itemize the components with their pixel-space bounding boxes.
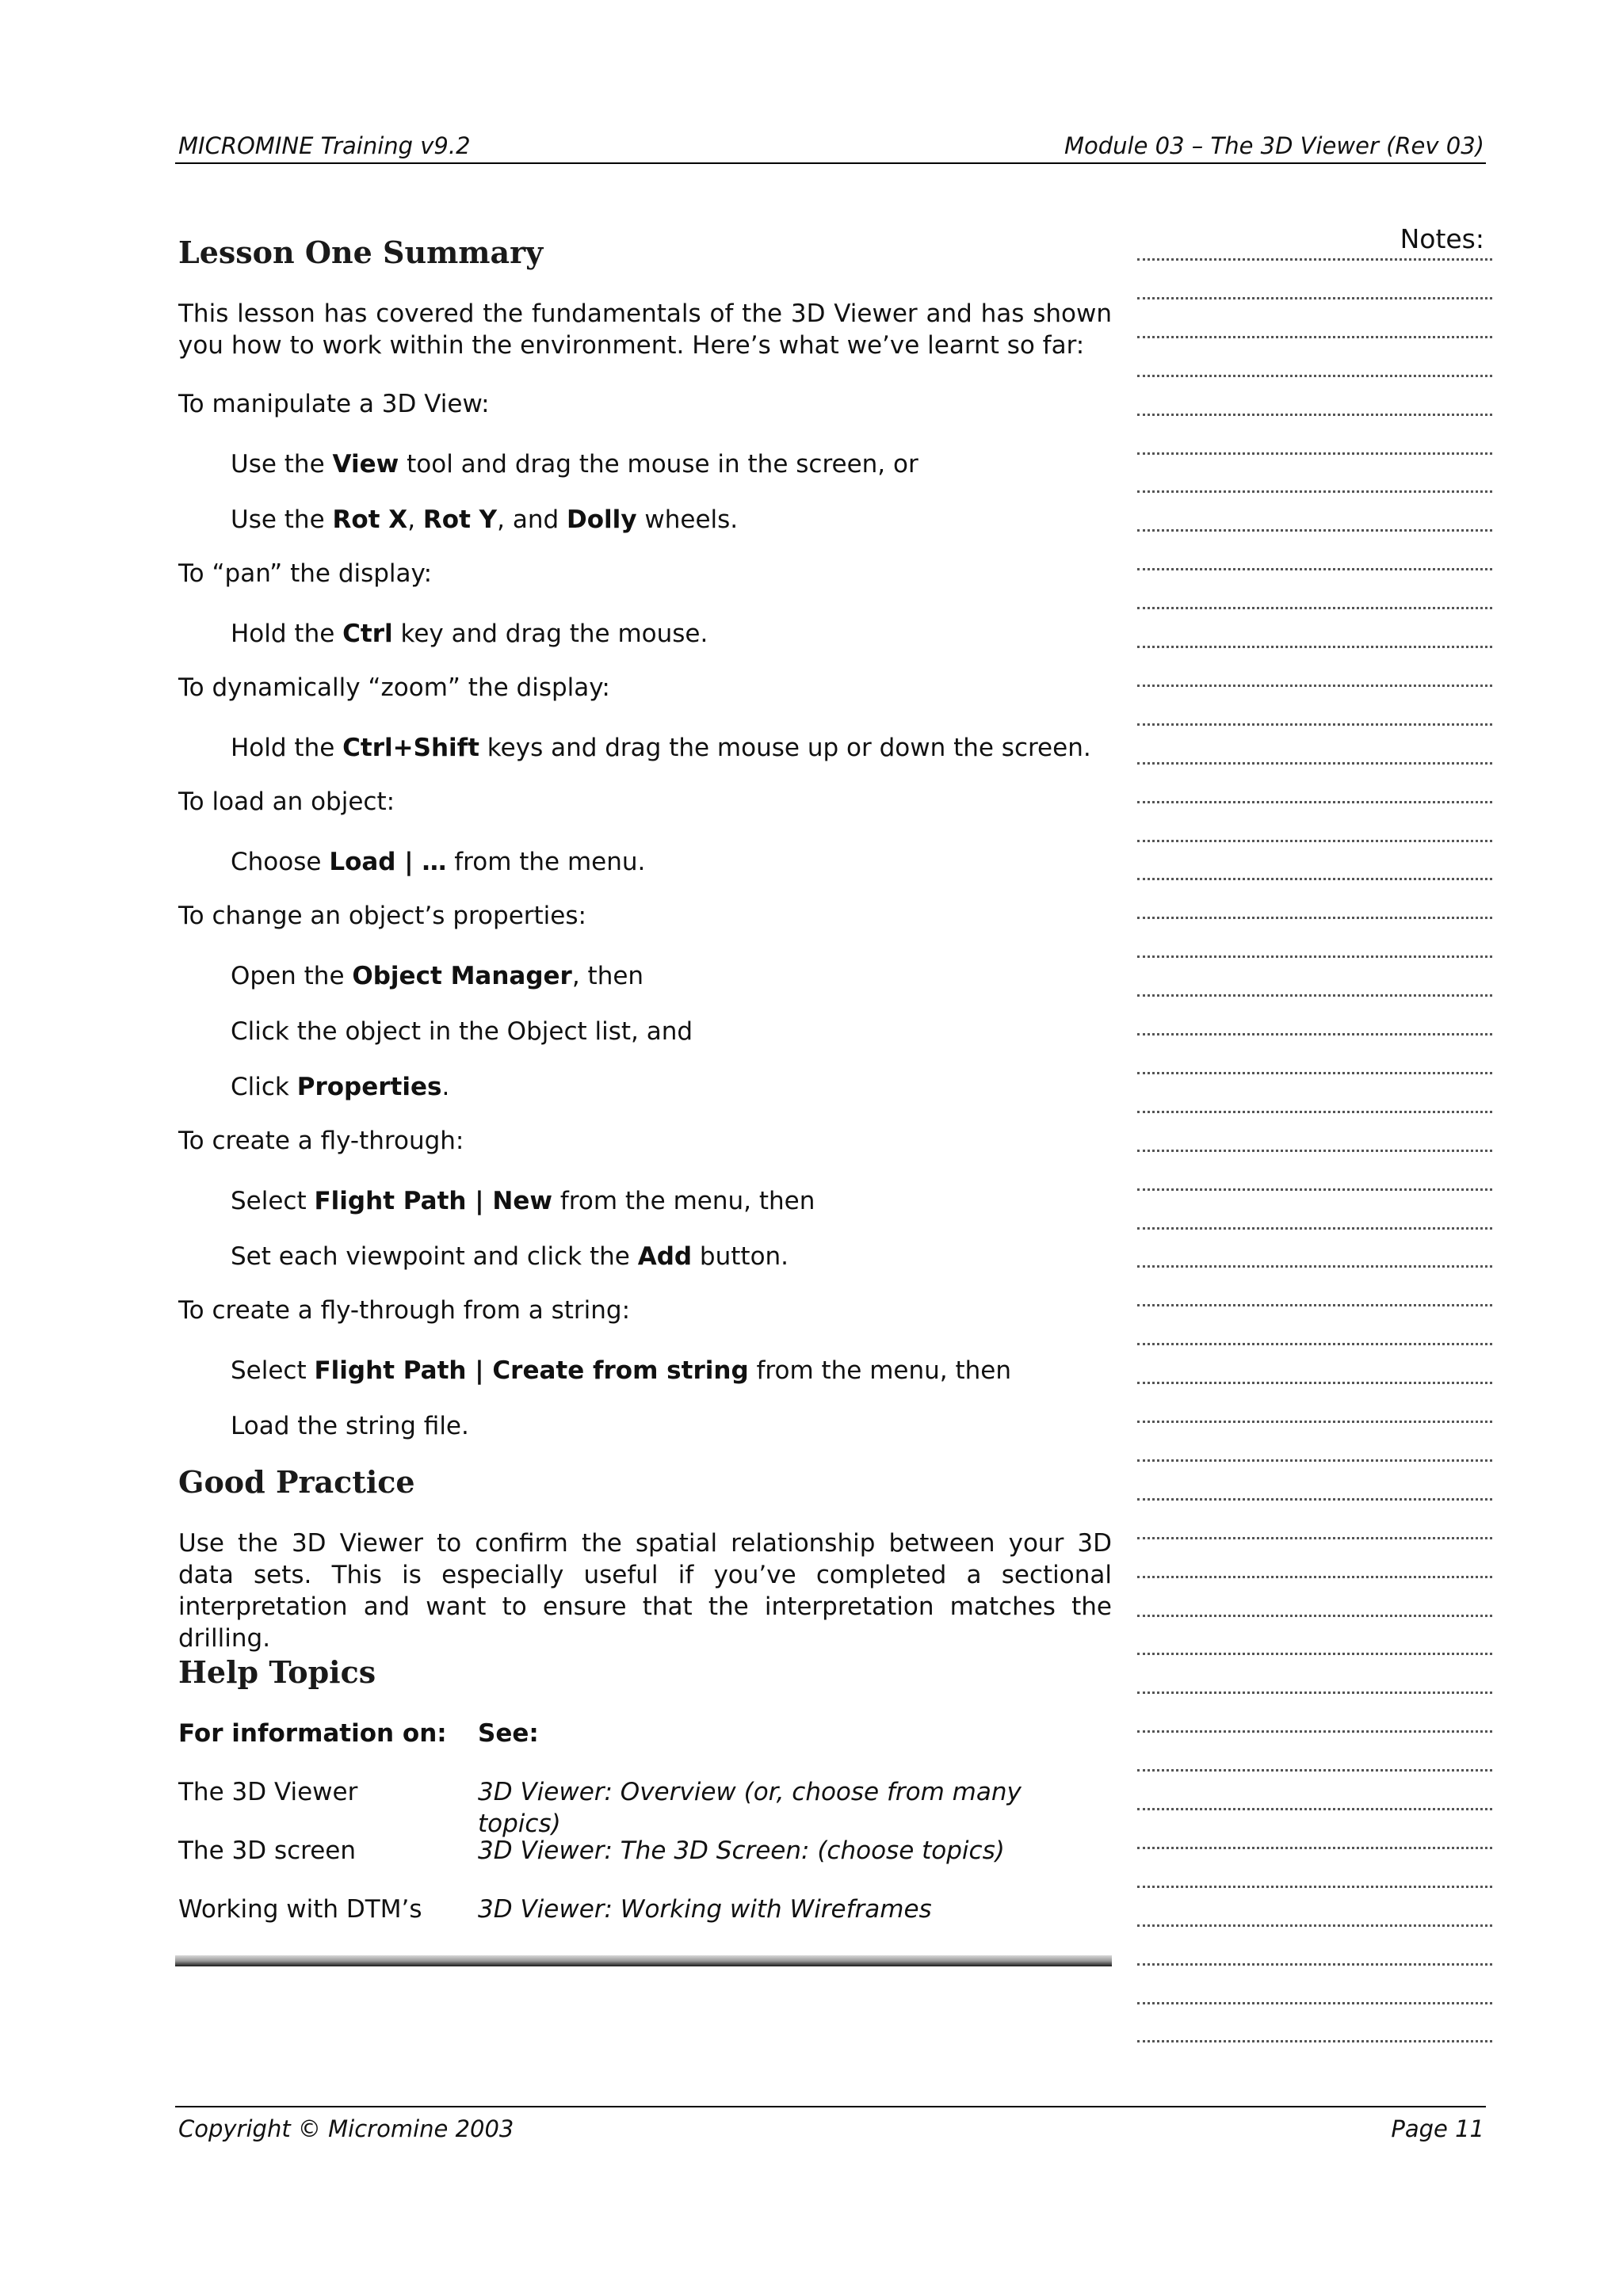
zoom-item-1: Hold the Ctrl+Shift keys and drag the mouse up or down the screen. <box>231 734 1091 762</box>
notes-line <box>1137 1537 1492 1539</box>
help-col-see-header: See: <box>478 1719 539 1748</box>
notes-line <box>1137 1653 1492 1655</box>
notes-line <box>1137 1886 1492 1888</box>
footer-copyright: Copyright © Micromine 2003 <box>178 2115 514 2142</box>
notes-line <box>1137 1498 1492 1501</box>
notes-line <box>1137 1691 1492 1694</box>
load-item-1: Choose Load | … from the menu. <box>231 848 646 876</box>
help-col-topic-header: For information on: <box>178 1719 447 1748</box>
help-topics-heading: Help Topics <box>178 1654 376 1690</box>
notes-line <box>1137 1924 1492 1927</box>
notes-line <box>1137 529 1492 532</box>
notes-line <box>1137 840 1492 842</box>
notes-line <box>1137 2002 1492 2004</box>
manipulate-item-2: Use the Rot X, Rot Y, and Dolly wheels. <box>231 505 739 534</box>
notes-line <box>1137 646 1492 648</box>
fly-item-1: Select Flight Path | New from the menu, then <box>231 1187 815 1215</box>
pan-item-1: Hold the Ctrl key and drag the mouse. <box>231 620 708 648</box>
notes-line <box>1137 1343 1492 1345</box>
help-topic: Working with DTM’s <box>178 1895 422 1924</box>
notes-line <box>1137 1769 1492 1772</box>
notes-line <box>1137 414 1492 416</box>
help-see: 3D Viewer: Working with Wireframes <box>478 1895 932 1924</box>
notes-line <box>1137 452 1492 455</box>
notes-line <box>1137 1150 1492 1152</box>
header-course-title: MICROMINE Training v9.2 <box>178 132 471 159</box>
flystr-item-2: Load the string file. <box>231 1412 469 1440</box>
notes-line <box>1137 1847 1492 1849</box>
notes-line <box>1137 1963 1492 1966</box>
notes-line <box>1137 1615 1492 1617</box>
props-item-1: Open the Object Manager, then <box>231 962 644 990</box>
notes-line <box>1137 1188 1492 1191</box>
notes-line <box>1137 762 1492 765</box>
load-lead: To load an object: <box>178 788 395 816</box>
summary-intro: This lesson has covered the fundamentals of the 3D Viewer and has shown you how to work within the environment. Here’s what we’ve learnt so far: <box>178 299 1112 360</box>
notes-line <box>1137 375 1492 377</box>
notes-line <box>1137 490 1492 493</box>
help-topic: The 3D Viewer <box>178 1778 358 1806</box>
props-item-3: Click Properties. <box>231 1073 450 1101</box>
notes-line <box>1137 685 1492 687</box>
notes-line <box>1137 917 1492 919</box>
notes-line <box>1137 1111 1492 1113</box>
notes-line <box>1137 1421 1492 1423</box>
notes-line <box>1137 878 1492 880</box>
notes-line <box>1137 1382 1492 1384</box>
help-see: 3D Viewer: The 3D Screen: (choose topics) <box>478 1836 1005 1865</box>
notes-line <box>1137 336 1492 338</box>
manipulate-lead: To manipulate a 3D View: <box>178 390 490 418</box>
page-footer <box>175 2106 1486 2147</box>
notes-line <box>1137 723 1492 726</box>
props-lead: To change an object’s properties: <box>178 902 586 930</box>
help-see: 3D Viewer: Overview (or, choose from many topics) <box>478 1778 1022 1838</box>
section-end-rule <box>175 1955 1112 1966</box>
props-item-2: Click the object in the Object list, and <box>231 1017 693 1046</box>
notes-line <box>1137 1808 1492 1810</box>
notes-line <box>1137 1033 1492 1035</box>
notes-line <box>1137 801 1492 803</box>
notes-line <box>1137 955 1492 958</box>
manipulate-item-1: Use the View tool and drag the mouse in the screen, or <box>231 450 918 479</box>
notes-label: Notes: <box>1400 223 1484 254</box>
notes-line <box>1137 607 1492 609</box>
notes-line <box>1137 1072 1492 1074</box>
notes-line <box>1137 1304 1492 1306</box>
notes-line <box>1137 297 1492 299</box>
notes-line <box>1137 1265 1492 1268</box>
notes-line <box>1137 568 1492 570</box>
good-practice-heading: Good Practice <box>178 1464 415 1500</box>
notes-line <box>1137 1730 1492 1733</box>
lesson-summary-heading: Lesson One Summary <box>178 235 544 270</box>
good-practice-text: Use the 3D Viewer to confirm the spatial relationship between your 3D data sets. This is especially useful if you’ve completed a sectional interpretation and want to ensure that the interpretation matches the drilling. <box>178 1529 1112 1653</box>
page-header <box>175 131 1486 164</box>
notes-line <box>1137 1227 1492 1230</box>
fly-lead: To create a fly-through: <box>178 1127 464 1155</box>
notes-line <box>1137 1576 1492 1578</box>
help-topic: The 3D screen <box>178 1836 357 1865</box>
fly-item-2: Set each viewpoint and click the Add button. <box>231 1242 789 1271</box>
header-module-title: Module 03 – The 3D Viewer (Rev 03) <box>1064 132 1484 159</box>
zoom-lead: To dynamically “zoom” the display: <box>178 673 610 702</box>
notes-line <box>1137 258 1492 261</box>
flystr-lead: To create a fly-through from a string: <box>178 1296 631 1325</box>
pan-lead: To “pan” the display: <box>178 559 433 588</box>
notes-line <box>1137 1459 1492 1462</box>
flystr-item-1: Select Flight Path | Create from string from the menu, then <box>231 1356 1012 1385</box>
notes-line <box>1137 2040 1492 2042</box>
notes-line <box>1137 994 1492 997</box>
footer-page-number: Page 11 <box>1391 2115 1484 2142</box>
